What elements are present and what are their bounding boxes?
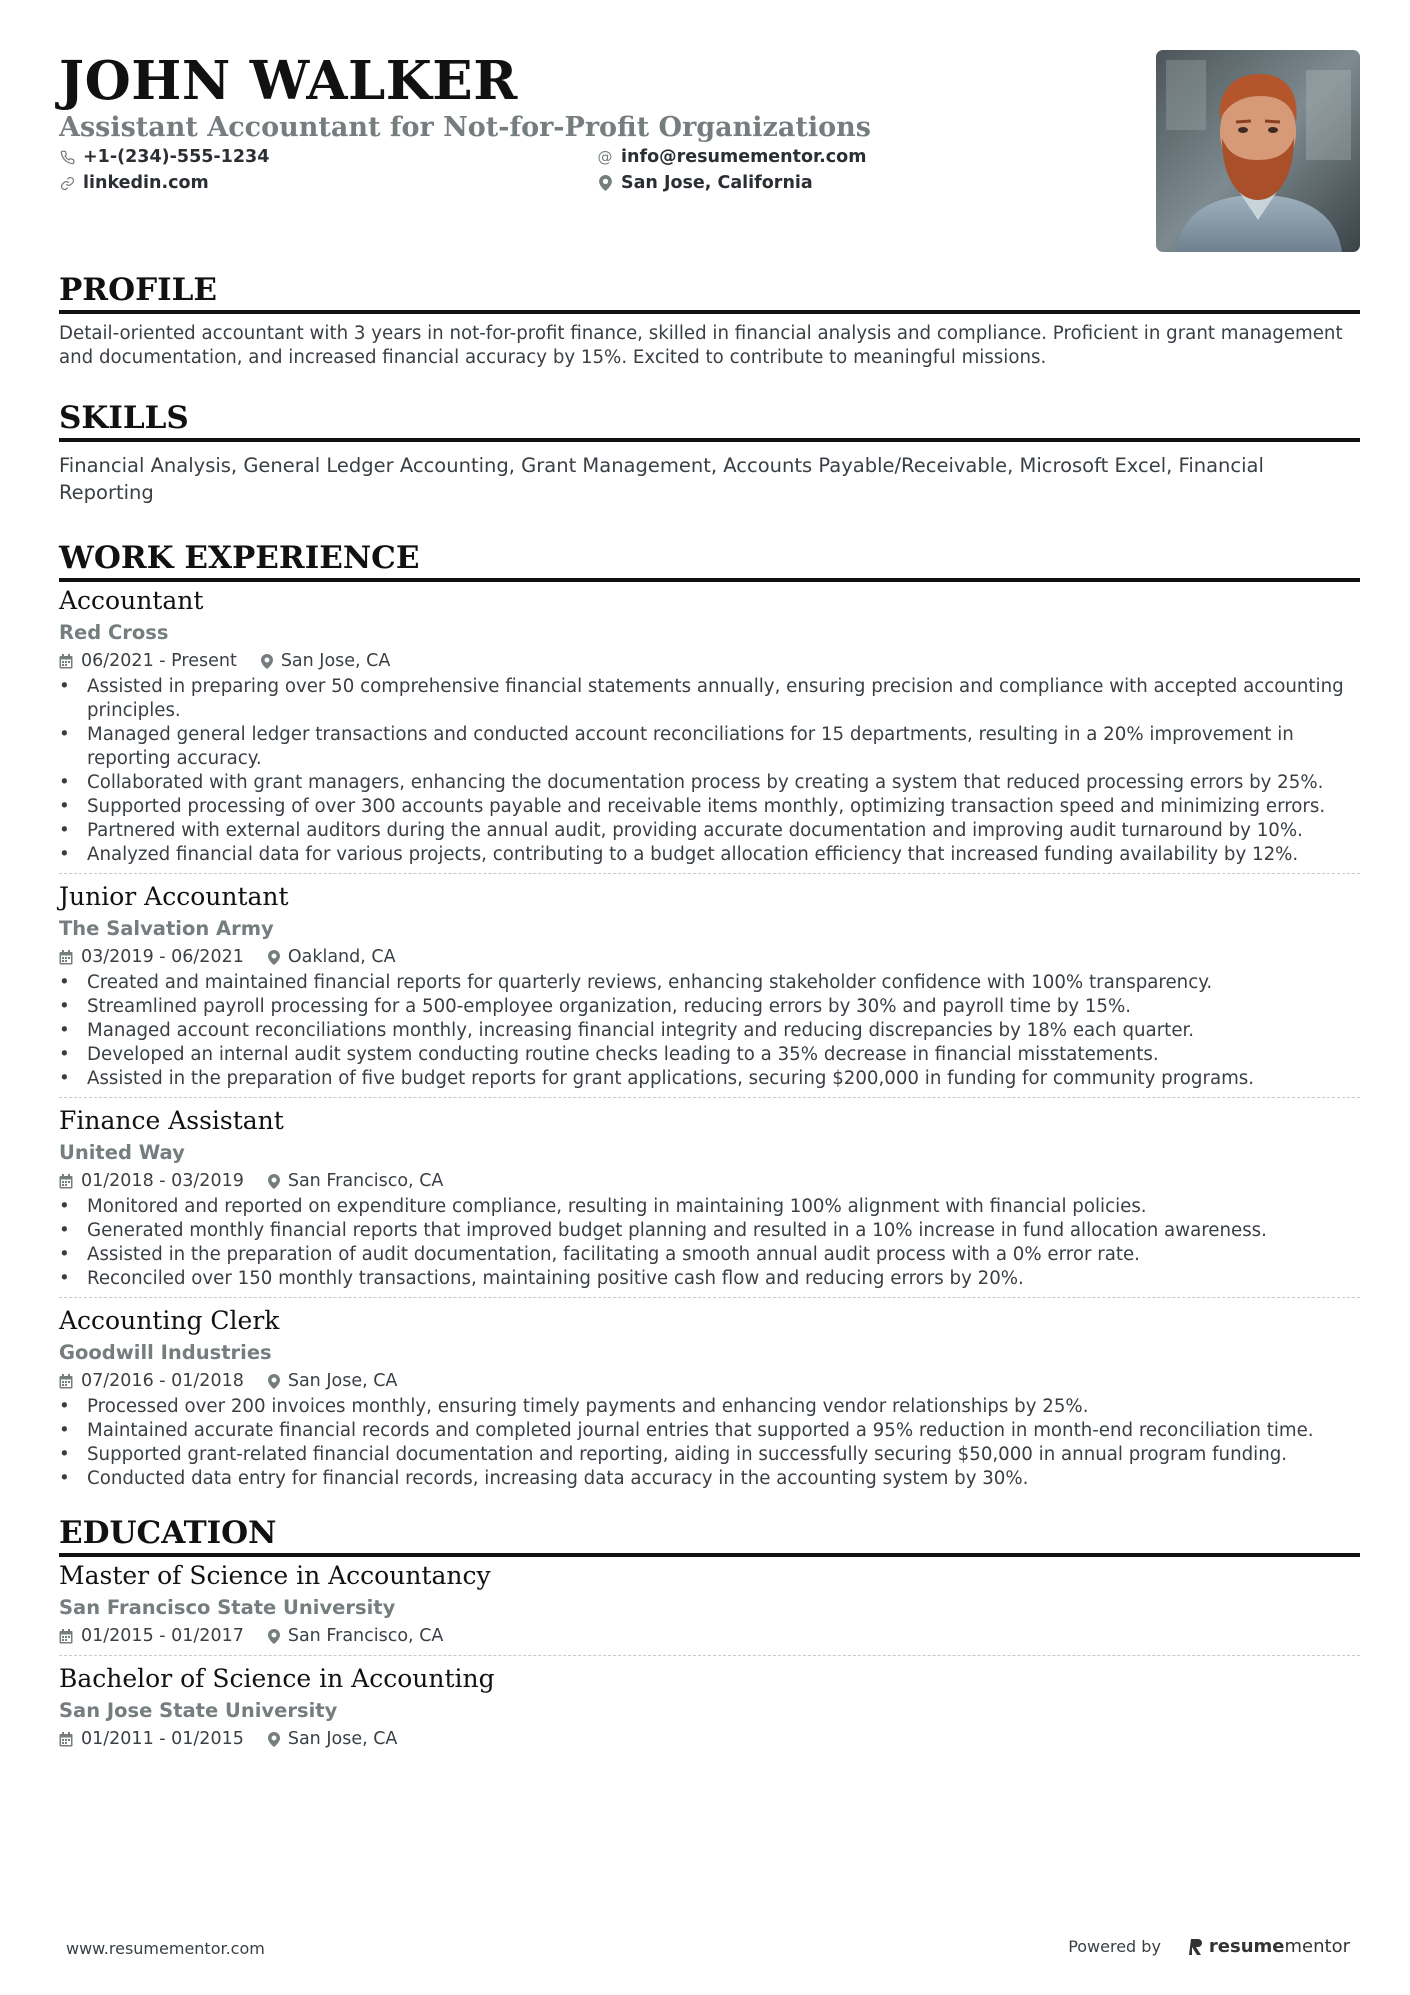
bullet-item: • Analyzed financial data for various projects, contributing to a budget allocation efficiency that increased funding availability by 12%. [59,843,1360,867]
linkedin-text[interactable]: linkedin.com [83,173,209,193]
job-location: Oakland, CA [287,947,396,967]
profile-text: Detail-oriented accountant with 3 years in not-for-profit finance, skilled in financial analysis and compliance. Proficient in grant management and documentation, and increased financial accuracy by 15%. Excited to contribute to meaningful missions. [59,323,1343,368]
map-pin-icon [268,1732,280,1747]
job-location: San Jose, CA [280,651,391,671]
profile-heading: PROFILE [59,270,1360,314]
bullet-item: • Maintained accurate financial records and completed journal entries that supported a 95% reduction in month-end reconciliation time. [59,1419,1360,1443]
bullet-item: • Generated monthly financial reports that improved budget planning and resulted in a 10% increase in fund allocation awareness. [59,1219,1360,1243]
job-location: San Jose, CA [287,1371,398,1391]
map-pin-icon [597,175,613,191]
meta-row [59,1168,1360,1194]
education-section [59,1513,1360,1758]
brand-light-text: mentor [1284,1936,1350,1957]
date-range: 06/2021 - Present [81,651,237,671]
bullet-item: • Reconciled over 150 monthly transactions, maintaining positive cash flow and reducing errors by 20%. [59,1267,1360,1291]
education-entry [59,1559,1360,1656]
education-list [59,1559,1360,1758]
calendar-icon [59,1174,73,1189]
map-pin-icon [261,654,273,669]
job-bullets [59,971,1360,1091]
powered-by-text: Powered by [1068,1937,1161,1956]
employer-name: The Salvation Army [59,917,274,940]
job-title: Accounting Clerk [59,1306,280,1335]
school-name: San Francisco State University [59,1596,396,1619]
bullet-item: • Assisted in the preparation of five budget reports for grant applications, securing $200,000 in funding for community programs. [59,1067,1360,1091]
location-text: San Jose, California [621,173,813,193]
job-location: San Francisco, CA [287,1171,444,1191]
email-text[interactable]: info@resumementor.com [621,147,867,167]
map-pin-icon [268,1374,280,1389]
employer-name: Goodwill Industries [59,1341,272,1364]
meta-row [59,1726,1360,1752]
bullet-item: • Processed over 200 invoices monthly, ensuring timely payments and enhancing vendor relationships by 25%. [59,1395,1360,1419]
bullet-item: • Monitored and reported on expenditure compliance, resulting in maintaining 100% alignment with financial policies. [59,1195,1360,1219]
link-icon [59,175,75,191]
job-bullets [59,1195,1360,1291]
experience-heading: WORK EXPERIENCE [59,538,1360,582]
bullet-item: • Developed an internal audit system conducting routine checks leading to a 35% decrease in financial misstatements. [59,1043,1360,1067]
calendar-icon [59,950,73,965]
bullet-item: • Conducted data entry for financial records, increasing data accuracy in the accounting system by 30%. [59,1467,1360,1491]
map-pin-icon [268,1629,280,1644]
meta-row [59,944,1360,970]
job-entry [59,584,1360,874]
bullet-item: • Partnered with external auditors during the annual audit, providing accurate documentation and improving audit turnaround by 10%. [59,819,1360,843]
job-title: Accountant [59,586,204,615]
map-pin-icon [268,950,280,965]
bullet-item: • Streamlined payroll processing for a 500-employee organization, reducing errors by 30% and payroll time by 15%. [59,995,1360,1019]
profile-section [59,270,1360,370]
contact-linkedin [59,173,209,193]
resume-page [59,48,1360,1764]
calendar-icon [59,1374,73,1389]
meta-row [59,1623,1360,1649]
calendar-icon [59,1629,73,1644]
job-title: Finance Assistant [59,1106,284,1135]
contact-email [597,147,866,167]
meta-row [59,648,1360,674]
job-bullets [59,675,1360,867]
footer-powered [1068,1936,1350,1957]
education-entry [59,1662,1360,1758]
resume-header [59,48,1360,252]
contact-phone [59,147,269,167]
date-range: 07/2016 - 01/2018 [81,1371,244,1391]
skills-heading: SKILLS [59,398,1360,442]
at-sign-icon: @ [597,148,613,166]
footer-website[interactable]: www.resumementor.com [66,1939,265,1958]
bullet-item: • Supported processing of over 300 accounts payable and receivable items monthly, optimizing transaction speed and minimizing errors. [59,795,1360,819]
bullet-item: • Managed account reconciliations monthly, increasing financial integrity and reducing discrepancies by 18% each quarter. [59,1019,1360,1043]
date-range: 01/2015 - 01/2017 [81,1626,244,1646]
employer-name: Red Cross [59,621,169,644]
degree-title: Master of Science in Accountancy [59,1561,491,1590]
brand-mark-icon [1189,1938,1203,1956]
bullet-item: • Assisted in preparing over 50 comprehensive financial statements annually, ensuring precision and compliance with accepted accounting principles. [59,675,1360,723]
candidate-name: JOHN WALKER [59,50,518,112]
job-location: San Jose, CA [287,1729,398,1749]
job-entry [59,880,1360,1098]
calendar-icon [59,654,73,669]
bullet-item: • Created and maintained financial reports for quarterly reviews, enhancing stakeholder confidence with 100% transparency. [59,971,1360,995]
bullet-item: • Collaborated with grant managers, enhancing the documentation process by creating a system that reduced processing errors by 25%. [59,771,1360,795]
calendar-icon [59,1732,73,1747]
date-range: 01/2011 - 01/2015 [81,1729,244,1749]
brand-bold-text: resume [1208,1936,1285,1957]
job-bullets [59,1395,1360,1491]
employer-name: United Way [59,1141,185,1164]
profile-photo [1156,50,1360,252]
brand-logo[interactable] [1189,1936,1350,1957]
experience-section [59,538,1360,1497]
phone-icon [59,149,75,165]
map-pin-icon [268,1174,280,1189]
contact-location [597,173,813,193]
job-list [59,584,1360,1497]
skills-text: Financial Analysis, General Ledger Accounting, Grant Management, Accounts Payable/Receivable, Microsoft Excel, Financial Reporting [59,454,1264,504]
education-heading: EDUCATION [59,1513,1360,1557]
degree-title: Bachelor of Science in Accounting [59,1664,495,1693]
job-title: Junior Accountant [59,882,289,911]
phone-text: +1-(234)-555-1234 [83,147,270,167]
date-range: 03/2019 - 06/2021 [81,947,244,967]
skills-section [59,398,1360,506]
job-entry [59,1304,1360,1497]
bullet-item: • Assisted in the preparation of audit documentation, facilitating a smooth annual audit process with a 0% error rate. [59,1243,1360,1267]
school-name: San Jose State University [59,1699,338,1722]
candidate-title: Assistant Accountant for Not-for-Profit Organizations [59,112,871,143]
bullet-item: • Managed general ledger transactions and conducted account reconciliations for 15 departments, resulting in a 20% improvement in reporting accuracy. [59,723,1360,771]
bullet-item: • Supported grant-related financial documentation and reporting, aiding in successfully securing $50,000 in annual program funding. [59,1443,1360,1467]
job-entry [59,1104,1360,1298]
job-location: San Francisco, CA [287,1626,444,1646]
meta-row [59,1368,1360,1394]
date-range: 01/2018 - 03/2019 [81,1171,244,1191]
